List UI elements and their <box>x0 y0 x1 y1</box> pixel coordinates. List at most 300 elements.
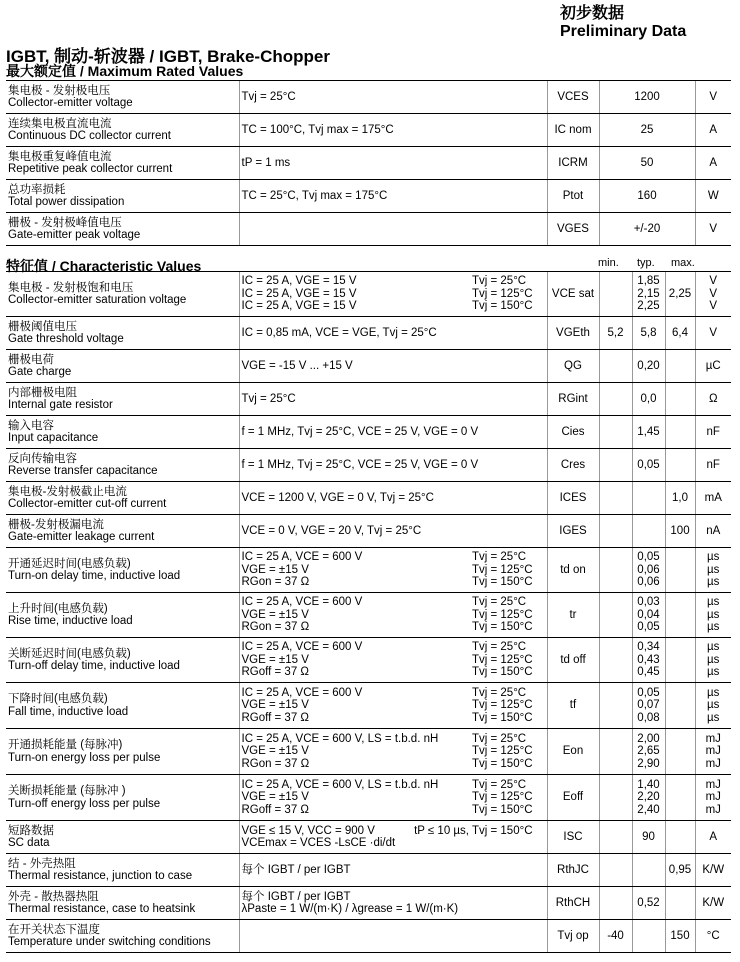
min-cell <box>599 593 632 638</box>
param-name-cell <box>6 482 239 515</box>
characteristics-table <box>6 271 731 953</box>
condition-temp: Tvj = 25°C <box>471 641 527 654</box>
param-name-cn: 在开关状态下温度 <box>8 923 100 936</box>
condition-wrap <box>242 525 545 538</box>
param-name-cn: 结 - 外壳热阻 <box>8 857 76 870</box>
condition-temps <box>472 275 545 313</box>
param-name-en: Turn-off delay time, inductive load <box>8 660 180 672</box>
typ-cell <box>632 821 665 854</box>
condition-wrap <box>242 275 545 313</box>
condition-left <box>242 687 363 725</box>
param-name-cn: 内部栅极电阻 <box>8 386 77 399</box>
condition-line: IC = 25 A, VCE = 600 V <box>241 641 363 654</box>
max-value: 100 <box>670 524 690 537</box>
typ-value: 0,05 <box>637 686 660 699</box>
condition-temp: Tvj = 25°C <box>471 551 527 564</box>
symbol-cell: IGES <box>547 515 599 548</box>
condition-line: RGoff = 37 Ω <box>241 803 310 816</box>
typ-stack <box>635 459 663 472</box>
typ-cell <box>632 638 665 683</box>
unit-cell <box>695 317 731 350</box>
param-name-en: Thermal resistance, junction to case <box>8 870 193 882</box>
min-cell <box>599 449 632 482</box>
typ-value: 2,00 <box>637 732 660 745</box>
condition-wrap <box>242 360 545 373</box>
symbol-cell: VCE sat <box>547 272 599 317</box>
param-name-cell <box>6 638 239 683</box>
table-row <box>6 729 731 775</box>
condition-temp: Tvj = 125°C <box>471 653 533 666</box>
condition-cell: Tvj = 25°C <box>239 81 547 114</box>
condition-cell <box>239 482 547 515</box>
table-row <box>6 821 731 854</box>
symbol-cell: Tvj op <box>547 920 599 953</box>
param-name-cell <box>6 350 239 383</box>
condition-temps <box>472 551 545 589</box>
condition-line: IC = 25 A, VCE = 600 V, LS = t.b.d. nH <box>241 732 439 745</box>
condition-line: RGoff = 37 Ω <box>241 711 310 724</box>
typ-stack <box>635 779 663 817</box>
condition-left <box>242 733 439 771</box>
table-row <box>6 317 731 350</box>
condition-line: 每个 IGBT / per IGBT <box>241 890 351 903</box>
param-name-en: Internal gate resistor <box>8 399 113 411</box>
unit-cell <box>695 350 731 383</box>
max-stack <box>668 288 693 301</box>
symbol-cell: ICES <box>547 482 599 515</box>
typ-cell <box>632 383 665 416</box>
min-cell <box>599 272 632 317</box>
param-name-cn: 栅极阈值电压 <box>8 320 77 333</box>
typ-value: 0,52 <box>637 896 660 909</box>
param-name-cell <box>6 515 239 548</box>
condition-cell <box>239 593 547 638</box>
unit-value: K/W <box>702 863 725 876</box>
typ-stack <box>635 360 663 373</box>
typ-value: 0,45 <box>637 666 660 679</box>
max-cell <box>665 593 695 638</box>
typ-cell <box>632 775 665 821</box>
condition-cell <box>239 887 547 920</box>
max-cell <box>665 317 695 350</box>
condition-temp: Tvj = 125°C <box>471 791 533 804</box>
param-name-en: Gate charge <box>8 366 72 378</box>
condition-cell <box>239 213 547 246</box>
typ-stack <box>635 641 663 679</box>
typ-value: 0,03 <box>637 596 660 609</box>
unit-stack <box>698 687 730 725</box>
symbol-cell: VGEth <box>547 317 599 350</box>
min-cell <box>599 515 632 548</box>
param-name-cn: 栅极 - 发射极峰值电压 <box>8 216 122 229</box>
unit-cell <box>695 854 731 887</box>
condition-cell: TC = 100°C, Tvj max = 175°C <box>239 114 547 147</box>
typ-value: 2,40 <box>637 803 660 816</box>
condition-temp: Tvj = 125°C <box>471 287 533 300</box>
param-name-cell <box>6 317 239 350</box>
param-name-cell <box>6 683 239 729</box>
condition-cell <box>239 854 547 887</box>
condition-cell: TC = 25°C, Tvj max = 175°C <box>239 180 547 213</box>
value-cell: 160 <box>599 180 695 213</box>
param-name-cn: 输入电容 <box>8 419 54 432</box>
param-name-cell <box>6 775 239 821</box>
condition-line: VCE = 0 V, VGE = 20 V, Tvj = 25°C <box>241 524 422 537</box>
param-name-cn: 集电极重复峰值电流 <box>8 150 112 163</box>
condition-temp: Tvj = 25°C <box>471 778 527 791</box>
min-cell <box>599 548 632 593</box>
typ-cell <box>632 593 665 638</box>
table-row <box>6 775 731 821</box>
unit-stack <box>698 551 730 589</box>
condition-left <box>242 891 459 916</box>
condition-temp: Tvj = 150°C <box>471 757 533 770</box>
condition-line: IC = 25 A, VGE = 15 V <box>241 287 357 300</box>
unit-value: A <box>709 830 718 843</box>
condition-wrap <box>242 641 545 679</box>
param-name-cn: 集电极 - 发射极电压 <box>8 84 111 97</box>
condition-wrap <box>242 426 545 439</box>
table-row <box>6 81 731 114</box>
condition-temp: Tvj = 150°C <box>471 300 533 313</box>
typ-cell <box>632 449 665 482</box>
typ-value: 2,65 <box>637 745 660 758</box>
symbol-cell: Cres <box>547 449 599 482</box>
unit-value: µs <box>707 608 720 621</box>
unit-cell <box>695 593 731 638</box>
typ-value: 0,05 <box>637 458 660 471</box>
unit-stack <box>698 327 730 340</box>
param-name-cell <box>6 593 239 638</box>
param-name-cell <box>6 887 239 920</box>
condition-cell <box>239 416 547 449</box>
condition-temp: Tvj = 150°C <box>471 621 533 634</box>
unit-stack <box>698 525 730 538</box>
table-row <box>6 854 731 887</box>
condition-line: VGE = ±15 V <box>241 608 309 621</box>
symbol-cell: VCES <box>547 81 599 114</box>
unit-value: nF <box>706 425 720 438</box>
unit-value: µs <box>707 641 720 654</box>
condition-left <box>242 551 363 589</box>
condition-temps <box>533 426 545 439</box>
char-section-title: 特征值 / Characteristic Values <box>6 258 202 274</box>
condition-left <box>242 825 396 850</box>
condition-cell: tP = 1 ms <box>239 147 547 180</box>
unit-cell <box>695 482 731 515</box>
unit-value: V <box>709 326 718 339</box>
param-name-cell <box>6 272 239 317</box>
max-cell <box>665 449 695 482</box>
condition-temps <box>533 459 545 472</box>
symbol-cell: ISC <box>547 821 599 854</box>
condition-line: IC = 25 A, VCE = 600 V <box>241 596 363 609</box>
param-name-cell <box>6 114 239 147</box>
condition-wrap <box>242 891 545 916</box>
param-name-en: Rise time, inductive load <box>8 615 133 627</box>
max-cell <box>665 638 695 683</box>
condition-cell <box>239 449 547 482</box>
param-name-cn: 关断延迟时间(电感负载) <box>8 647 131 660</box>
param-name-en: Turn-off energy loss per pulse <box>8 797 161 810</box>
unit-stack <box>698 393 730 406</box>
condition-wrap <box>242 825 545 850</box>
condition-line: IC = 25 A, VGE = 15 V <box>241 275 357 288</box>
typ-cell <box>632 920 665 953</box>
param-name-cell <box>6 920 239 953</box>
param-name-cell <box>6 383 239 416</box>
typ-cell <box>632 729 665 775</box>
min-cell <box>599 821 632 854</box>
typ-stack <box>635 327 663 340</box>
param-name-cell <box>6 180 239 213</box>
condition-temp: Tvj = 125°C <box>471 745 533 758</box>
unit-cell <box>695 920 731 953</box>
typ-value: 2,25 <box>637 300 660 313</box>
condition-temps <box>472 779 545 817</box>
unit-stack <box>698 864 730 877</box>
unit-value: µs <box>707 596 720 609</box>
max-ratings-table <box>6 80 731 246</box>
condition-line: VCEmax = VCES -LsCE ·di/dt <box>241 837 396 849</box>
typ-cell <box>632 272 665 317</box>
min-cell <box>599 683 632 729</box>
param-name-en: Continuous DC collector current <box>8 130 171 142</box>
table-row <box>6 416 731 449</box>
condition-temps <box>472 596 545 634</box>
param-name-cn: 外壳 - 散热器热阻 <box>8 890 99 903</box>
typ-cell <box>632 482 665 515</box>
typ-value: 0,20 <box>637 359 660 372</box>
typ-stack <box>635 733 663 771</box>
condition-cell <box>239 775 547 821</box>
unit-cell <box>695 548 731 593</box>
typ-value: 1,45 <box>637 425 660 438</box>
param-name-cell <box>6 81 239 114</box>
condition-cell <box>239 317 547 350</box>
typ-value: 1,40 <box>637 778 660 791</box>
unit-value: V <box>709 300 718 313</box>
max-cell <box>665 482 695 515</box>
condition-line: VCE = 1200 V, VGE = 0 V, Tvj = 25°C <box>241 491 434 504</box>
typ-value: 0,0 <box>640 392 657 405</box>
max-cell <box>665 548 695 593</box>
condition-wrap <box>242 551 545 589</box>
condition-left <box>242 864 351 877</box>
col-typ-header: typ. <box>637 257 655 269</box>
typ-value: 5,8 <box>640 326 657 339</box>
col-min-header: min. <box>598 257 619 269</box>
param-name-en: Temperature under switching conditions <box>8 936 211 948</box>
value-cell: 50 <box>599 147 695 180</box>
typ-stack <box>635 426 663 439</box>
param-name-en: Collector-emitter cut-off current <box>8 498 167 510</box>
param-name-en: Repetitive peak collector current <box>8 163 173 175</box>
table-row <box>6 683 731 729</box>
condition-temps <box>472 687 545 725</box>
condition-cell <box>239 548 547 593</box>
condition-left <box>242 596 363 634</box>
typ-cell <box>632 887 665 920</box>
symbol-cell: ICRM <box>547 147 599 180</box>
unit-cell <box>695 775 731 821</box>
unit-cell <box>695 383 731 416</box>
symbol-cell: Eoff <box>547 775 599 821</box>
condition-left <box>242 426 479 439</box>
typ-stack <box>635 551 663 589</box>
condition-left <box>242 779 439 817</box>
param-name-cell <box>6 854 239 887</box>
unit-value: mJ <box>705 757 721 770</box>
condition-temp: Tvj = 150°C <box>471 711 533 724</box>
condition-cell <box>239 920 547 953</box>
min-cell <box>599 887 632 920</box>
symbol-cell: IC nom <box>547 114 599 147</box>
min-value: 5,2 <box>607 326 624 339</box>
value-cell: +/-20 <box>599 213 695 246</box>
min-cell <box>599 350 632 383</box>
value-cell: 1200 <box>599 81 695 114</box>
condition-line: RGoff = 37 Ω <box>241 666 310 679</box>
max-cell <box>665 821 695 854</box>
symbol-cell: Cies <box>547 416 599 449</box>
unit-stack <box>698 492 730 505</box>
unit-cell <box>695 638 731 683</box>
param-name-cell <box>6 449 239 482</box>
param-name-cn: 栅极电荷 <box>8 353 54 366</box>
table-row <box>6 350 731 383</box>
unit-cell <box>695 272 731 317</box>
unit-stack <box>698 426 730 439</box>
symbol-cell: QG <box>547 350 599 383</box>
condition-line: VGE ≤ 15 V, VCC = 900 V <box>241 824 375 837</box>
condition-line: λPaste = 1 W/(m·K) / λgrease = 1 W/(m·K) <box>241 903 459 915</box>
typ-stack <box>635 687 663 725</box>
param-name-cell <box>6 147 239 180</box>
max-cell <box>665 683 695 729</box>
max-cell <box>665 350 695 383</box>
condition-temps <box>414 825 544 850</box>
symbol-cell: Ptot <box>547 180 599 213</box>
typ-value: 0,04 <box>637 608 660 621</box>
condition-left <box>242 275 357 313</box>
condition-left <box>242 393 296 406</box>
unit-value: µs <box>707 551 720 564</box>
condition-wrap <box>242 779 545 817</box>
condition-line: VGE = ±15 V <box>241 653 309 666</box>
condition-temp: Tvj = 150°C <box>471 803 533 816</box>
symbol-cell: Eon <box>547 729 599 775</box>
unit-value: µs <box>707 686 720 699</box>
param-name-en: Thermal resistance, case to heatsink <box>8 903 196 915</box>
typ-cell <box>632 548 665 593</box>
param-name-cn: 总功率损耗 <box>8 183 66 196</box>
max-cell <box>665 416 695 449</box>
condition-cell <box>239 350 547 383</box>
typ-value: 0,06 <box>637 576 660 589</box>
min-cell <box>599 638 632 683</box>
condition-line: IC = 0,85 mA, VCE = VGE, Tvj = 25°C <box>241 326 437 339</box>
max-stack <box>668 930 693 943</box>
min-cell <box>599 775 632 821</box>
unit-value: mJ <box>705 778 721 791</box>
typ-cell <box>632 683 665 729</box>
max-cell <box>665 854 695 887</box>
param-name-en: Total power dissipation <box>8 196 125 208</box>
typ-cell <box>632 515 665 548</box>
condition-temp: Tvj = 125°C <box>471 608 533 621</box>
min-stack <box>602 930 630 943</box>
table-row <box>6 147 731 180</box>
unit-cell <box>695 416 731 449</box>
table-row <box>6 449 731 482</box>
condition-temps <box>533 864 545 877</box>
unit-value: µs <box>707 576 720 589</box>
typ-value: 2,15 <box>637 287 660 300</box>
condition-line: IC = 25 A, VCE = 600 V <box>241 686 363 699</box>
condition-temps <box>533 492 545 505</box>
symbol-cell: RthCH <box>547 887 599 920</box>
unit-cell <box>695 683 731 729</box>
typ-stack <box>635 831 663 844</box>
condition-temps <box>533 393 545 406</box>
condition-temps <box>472 641 545 679</box>
min-cell <box>599 416 632 449</box>
typ-cell <box>632 317 665 350</box>
condition-line: RGon = 37 Ω <box>241 621 310 634</box>
unit-value: Ω <box>708 392 718 405</box>
unit-cell: A <box>695 114 731 147</box>
condition-line: 每个 IGBT / per IGBT <box>241 863 351 876</box>
min-cell <box>599 383 632 416</box>
param-name-cn: 短路数据 <box>8 824 54 837</box>
condition-line: IC = 25 A, VCE = 600 V, LS = t.b.d. nH <box>241 778 439 791</box>
max-stack <box>668 327 693 340</box>
max-stack <box>668 492 693 505</box>
min-cell <box>599 854 632 887</box>
condition-temp: Tvj = 25°C <box>471 686 527 699</box>
symbol-cell: RGint <box>547 383 599 416</box>
condition-cell <box>239 272 547 317</box>
condition-temp: Tvj = 125°C <box>471 563 533 576</box>
min-cell <box>599 482 632 515</box>
preliminary-cn: 初步数据 <box>560 5 625 22</box>
typ-cell <box>632 350 665 383</box>
condition-temps <box>533 360 545 373</box>
unit-value: °C <box>706 929 720 942</box>
symbol-cell: td on <box>547 548 599 593</box>
condition-left <box>242 492 434 505</box>
unit-stack <box>698 596 730 634</box>
min-stack <box>602 327 630 340</box>
param-name-en: Turn-on delay time, inductive load <box>8 570 181 582</box>
unit-value: nF <box>706 458 720 471</box>
unit-value: mA <box>704 491 722 504</box>
typ-value: 2,20 <box>637 791 660 804</box>
condition-temp: Tvj = 150°C <box>471 666 533 679</box>
param-name-en: Collector-emitter voltage <box>8 97 133 109</box>
condition-wrap <box>242 733 545 771</box>
table-row <box>6 213 731 246</box>
table-row <box>6 482 731 515</box>
page-title: IGBT, 制动-斩波器 / IGBT, Brake-Chopper <box>6 47 330 66</box>
typ-value: 1,85 <box>637 275 660 288</box>
unit-cell <box>695 729 731 775</box>
condition-temp: Tvj = 125°C <box>471 699 533 712</box>
condition-line: VGE = ±15 V <box>241 699 309 712</box>
symbol-cell: tr <box>547 593 599 638</box>
typ-stack <box>635 275 663 313</box>
